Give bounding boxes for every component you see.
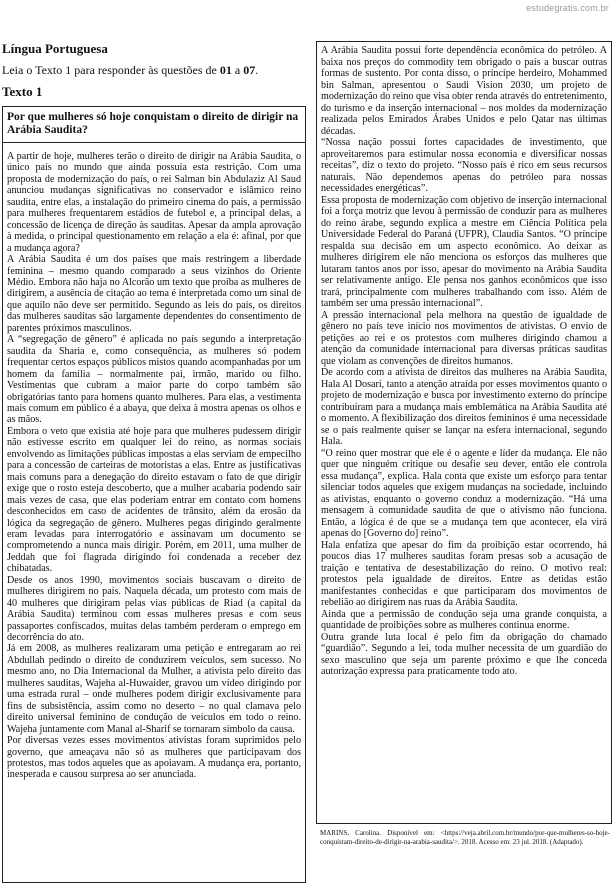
article-body-right xyxy=(321,45,607,678)
article-headline: Por que mulheres só hoje conquistam o direito de dirigir na Arábia Saudita? xyxy=(3,111,305,143)
article-paragraph: Hala enfatiza que apesar do fim da proibição estar ocorrendo, há poucos dias 17 mulheres sauditas foram presas sob a acusação de traição e tentativa de desestabilização do reino. O motivo real: protestos pela igualdade de direitos. Entre as detidas estão manifestantes conhecidas e que participaram dos movimentos de rebelião ao dirigirem nas ruas da Arábia Saudita. xyxy=(321,539,607,608)
article-paragraph: A partir de hoje, mulheres terão o direito de dirigir na Arábia Saudita, o único país no mundo que ainda possuía esta restrição. Com uma proposta de modernização do país, o rei Salman bin Abdulaziz Al Saud anunciou mudanças significativas no conservador e islâmico reino saudita, entre elas, a instalação do primeiro cinema do país, a permissão para mulheres frequentarem estádios de futebol e, a principal delas, a concessão de licença de direção às sauditas. Apesar da ampla aprovação à medida, o principal questionamento em relação a ela é: afinal, por que a mudança agora? xyxy=(7,151,301,254)
instruction-to: 07 xyxy=(243,63,256,77)
article-paragraph: A “segregação de gênero” é aplicada no país segundo a interpretação saudita da Sharia e, como consequência, as mulheres só podem frequentar certos espaços públicos mistos quando acompanhadas por um homem da família – normalmente pai, irmão, marido ou filho. Vestimentas que cubram a maior parte do corpo também são obrigatórias tanto para homens quanto mulheres. Para elas, a vestimenta mais comum em público é a abaya, que deixa à mostra apenas os olhos e as mãos. xyxy=(7,334,301,426)
instruction-suffix: . xyxy=(255,63,259,77)
instruction-middle: a xyxy=(231,63,244,77)
article-paragraph: “O reino quer mostrar que ele é o agente e líder da mudança. Ele não quer que ninguém critique ou desafie seu dever, então ele controla essa mudança”, explica. Hala conta que existe um esforço para tentar silenciar todos aqueles que exigem mudanças na sociedade, incluindo as ativistas, enquanto o governo conduz a modernização. “Há uma mensagem à comunidade saudita de que o ativismo não funciona. Então, a lógica é de que se a mudança tem que acontecer, ela virá apenas do [Governo do] reino”. xyxy=(321,447,607,539)
reading-instruction xyxy=(2,63,258,77)
article-paragraph: Embora o veto que existia até hoje para que mulheres pudessem dirigir não estivesse escrito em qualquer lei do reino, as normas sociais envolvendo as limitações públicas impostas a elas serviam de empecilho para a concessão de carteiras de motoristas a elas. Entre as justificativas mais comuns para a denegação do direito estavam o fato de que dirigir exige que o rosto esteja descoberto, que a mulher acabaria podendo sair mais vezes de casa, que elas poderiam entrar em contato com homens desconhecidos em caso de acidentes de trânsito, além da erosão da lógica da segregação de gênero. Mulheres pegas dirigindo geralmente eram levadas para interrogatório e assinavam um documento se comprometendo a nunca mais dirigir. Porém, em 2011, uma mulher de Jeddah que foi flagrada dirigindo foi condenada a receber dez chibatadas. xyxy=(7,425,301,575)
article-paragraph: A Arábia Saudita possui forte dependência econômica do petróleo. A baixa nos preços do commodity tem obrigado o país a buscar outras formas de sustento. Por conta disso, o príncipe herdeiro, Mohammed bin Salman, apresentou o Saudi Vision 2030, um projeto de modernização do reino que visa obter renda através do entretenimento, do turismo e da inserção internacional – nos moldes da modernização realizada pelos Emirados Árabes Unidos e pelo Qatar nas últimas décadas. xyxy=(321,45,607,137)
article-paragraph: Desde os anos 1990, movimentos sociais buscavam o direito de mulheres dirigirem no país. Naquela década, um protesto com mais de 40 mulheres que dirigiram pelas vias públicas de Riad (a capital da Arábia Saudita) terminou com essas mulheres presas e com seus passaportes confiscados, muitas delas também perderam o emprego em decorrência do ato. xyxy=(7,574,301,644)
instruction-from: 01 xyxy=(219,63,232,77)
article-paragraph: Por diversas vezes esses movimentos ativistas foram suprimidos pelo governo, que ameaçava não só as mulheres que participavam dos protestos, mas todos aqueles que as apoiavam. A mudança era, portanto, inesperada e causou surpresa ao ser anunciada. xyxy=(7,735,301,781)
article-paragraph: Já em 2008, as mulheres realizaram uma petição e entregaram ao rei Abdullah pedindo o direito de conduzirem veículos, sem sucesso. No mesmo ano, no Dia Internacional da Mulher, a ativista pelo direito das mulheres sauditas, Wajeha al-Huwaider, gravou um vídeo dirigindo por uma estrada rural – onde mulheres podem dirigir exclusivamente para fins de subsistência, assim como no deserto – no qual clamava pelo direito universal feminino de condução de veículos em todo o reino. Wajeha juntamente com Manal al-Sharif se tornaram símbolo da causa. xyxy=(7,643,301,735)
article-box-right xyxy=(316,41,612,824)
article-paragraph: A Arábia Saudita é um dos países que mais restringem a liberdade feminina – mesmo quando comparado a seus vizinhos do Oriente Médio. Embora não haja no Alcorão um texto que proíba as mulheres de dirigirem, a ausência de citação ao tema é interpretada como um sinal de que aquilo não deve ser permitido. Segundo as leis do país, os direitos das mulheres sauditas são largamente dependentes do consentimento de parentes próximos masculinos. xyxy=(7,254,301,334)
article-paragraph: A pressão internacional pela melhora na questão de igualdade de gênero no país teve início nos movimentos de ativistas. O envio de petições ao rei e os protestos com mulheres dirigindo chamou a atenção da comunidade internacional para diversas práticas sauditas que violam as convenções de direitos humanos. xyxy=(321,309,607,367)
instruction-prefix: Leia o Texto 1 para responder às questões de xyxy=(2,63,220,77)
article-paragraph: Outra grande luta local é pelo fim da obrigação do chamado “guardião”. Segundo a lei, toda mulher necessita de um guardião do sexo masculino que seja um parente próximo e que lhe conceda autorização expressa para praticamente todo ato. xyxy=(321,631,607,677)
article-paragraph: De acordo com a ativista de direitos das mulheres na Arábia Saudita, Hala Al Dosari, tanto a atenção atraída por esses movimentos quanto o projeto de modernização e busca por investimento externo do príncipe contribuíram para a mudança mais emblemática na Arábia Saudita até o momento. A flexibilização dos direitos femininos é uma necessidade se o país realmente quiser se lançar na esfera internacional, segundo Hala. xyxy=(321,367,607,447)
text-title: Texto 1 xyxy=(2,84,43,99)
source-citation: MARINS, Carolina. Disponível em: <https://veja.abril.com.br/mundo/por-que-mulheres-so-hoje-conquistam-direito-de-dirigir-na-arabia-saudita/>. 2018. Acesso em: 23 jul. 2018. (Adaptado). xyxy=(320,829,610,846)
article-box-left xyxy=(2,106,306,883)
site-watermark: estudegratis.com.br xyxy=(526,3,609,13)
article-paragraph: “Nossa nação possui fortes capacidades de investimento, que aproveitaremos para estimular nossa economia e diversificar nossas receitas”, diz o texto do projeto. “Nosso país é rico em seus recursos naturais. Não dependemos apenas do petróleo para nossas necessidades energéticas”. xyxy=(321,137,607,194)
article-paragraph: Essa proposta de modernização com objetivo de inserção internacional foi a força motriz que levou à permissão de conduzir para as mulheres do reino árabe, segundo explica a mestre em Ciência Política pela Universidade Federal do Paraná (UFPR), Claudia Santos. “O príncipe respalda sua decisão em um aspecto econômico. Ao deixar as mulheres dirigirem ele não menciona os esforços das mulheres que lutaram tantos anos por isso, apesar do movimento na Arábia Saudita ser relativamente antigo. Ele pensa nos ganhos econômicos que isso trará, principalmente com mulheres trabalhando com isso. Além de também ser uma pressão internacional”. xyxy=(321,194,607,309)
article-paragraph: Ainda que a permissão de condução seja uma grande conquista, a quantidade de proibições sobre as mulheres continua enorme. xyxy=(321,608,607,631)
article-body-left xyxy=(7,151,301,781)
right-column xyxy=(316,41,612,881)
subject-heading: Língua Portuguesa xyxy=(2,41,108,56)
